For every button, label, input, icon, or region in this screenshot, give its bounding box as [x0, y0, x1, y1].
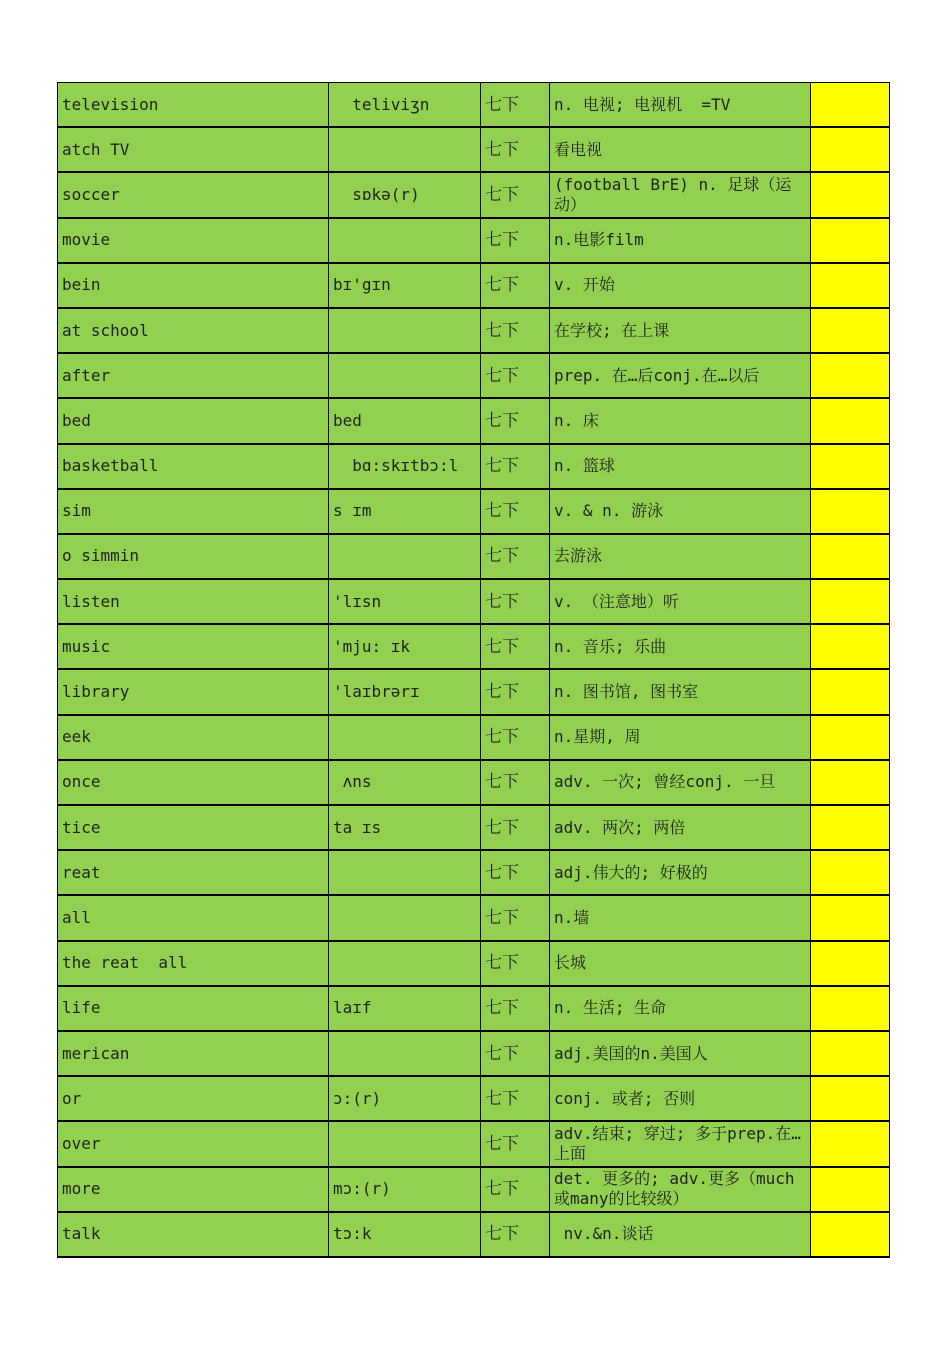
meaning-cell[interactable]: (football BrE) n. 足球（运动） [550, 172, 811, 217]
unit-cell[interactable]: 七下 [481, 308, 550, 353]
word-cell[interactable]: the reat all [58, 941, 329, 986]
word-cell[interactable]: sim [58, 489, 329, 534]
unit-cell[interactable]: 七下 [481, 715, 550, 760]
word-cell[interactable]: basketball [58, 444, 329, 489]
meaning-cell[interactable]: 去游泳 [550, 534, 811, 579]
unit-cell[interactable]: 七下 [481, 444, 550, 489]
table-row [58, 263, 890, 308]
word-cell[interactable]: reat [58, 850, 329, 895]
word-cell[interactable]: all [58, 895, 329, 940]
word-cell[interactable]: bein [58, 263, 329, 308]
unit-cell[interactable]: 七下 [481, 218, 550, 263]
meaning-cell[interactable]: n. 音乐; 乐曲 [550, 624, 811, 669]
word-cell[interactable]: soccer [58, 172, 329, 217]
phonetic-cell[interactable]: bed [329, 398, 481, 443]
phonetic-cell[interactable]: laɪf [329, 986, 481, 1031]
highlight-cell[interactable] [811, 308, 890, 353]
highlight-cell[interactable] [811, 715, 890, 760]
table-row [58, 805, 890, 850]
unit-cell[interactable]: 七下 [481, 83, 550, 128]
phonetic-cell[interactable]: tɔ:k [329, 1212, 481, 1257]
unit-cell[interactable]: 七下 [481, 127, 550, 172]
highlight-cell[interactable] [811, 534, 890, 579]
table-row [58, 850, 890, 895]
meaning-cell[interactable]: det. 更多的; adv.更多（much或many的比较级） [550, 1167, 811, 1212]
highlight-cell[interactable] [811, 669, 890, 714]
highlight-cell[interactable] [811, 218, 890, 263]
word-cell[interactable]: talk [58, 1212, 329, 1257]
table-row [58, 941, 890, 986]
meaning-cell[interactable]: n. 电视; 电视机 =TV [550, 83, 811, 128]
meaning-cell[interactable]: n. 图书馆, 图书室 [550, 669, 811, 714]
table-row [58, 895, 890, 940]
highlight-cell[interactable] [811, 805, 890, 850]
table-row [58, 444, 890, 489]
highlight-cell[interactable] [811, 1076, 890, 1121]
highlight-cell[interactable] [811, 1031, 890, 1076]
highlight-cell[interactable] [811, 895, 890, 940]
meaning-cell[interactable]: v. 开始 [550, 263, 811, 308]
highlight-cell[interactable] [811, 489, 890, 534]
meaning-cell[interactable]: n.星期, 周 [550, 715, 811, 760]
table-row [58, 172, 890, 217]
phonetic-cell[interactable]: mɔ:(r) [329, 1167, 481, 1212]
word-cell[interactable]: tice [58, 805, 329, 850]
meaning-cell[interactable]: v. & n. 游泳 [550, 489, 811, 534]
table-row [58, 760, 890, 805]
unit-cell[interactable]: 七下 [481, 1167, 550, 1212]
table-row [58, 534, 890, 579]
word-cell[interactable]: library [58, 669, 329, 714]
phonetic-cell[interactable]: 'mju: ɪk [329, 624, 481, 669]
unit-cell[interactable]: 七下 [481, 579, 550, 624]
phonetic-cell[interactable] [329, 1031, 481, 1076]
phonetic-cell[interactable] [329, 715, 481, 760]
phonetic-cell[interactable] [329, 308, 481, 353]
unit-cell[interactable]: 七下 [481, 624, 550, 669]
highlight-cell[interactable] [811, 850, 890, 895]
unit-cell[interactable]: 七下 [481, 986, 550, 1031]
unit-cell[interactable]: 七下 [481, 489, 550, 534]
table-row [58, 579, 890, 624]
phonetic-cell[interactable]: s ɪm [329, 489, 481, 534]
highlight-cell[interactable] [811, 986, 890, 1031]
vocabulary-rows [58, 83, 890, 1257]
meaning-cell[interactable]: adv.结束; 穿过; 多于prep.在…上面 [550, 1121, 811, 1166]
word-cell[interactable]: at school [58, 308, 329, 353]
unit-cell[interactable]: 七下 [481, 398, 550, 443]
table-row [58, 669, 890, 714]
phonetic-cell[interactable] [329, 534, 481, 579]
highlight-cell[interactable] [811, 579, 890, 624]
highlight-cell[interactable] [811, 941, 890, 986]
table-row [58, 218, 890, 263]
table-row [58, 1076, 890, 1121]
table-row [58, 127, 890, 172]
highlight-cell[interactable] [811, 1212, 890, 1257]
highlight-cell[interactable] [811, 398, 890, 443]
unit-cell[interactable]: 七下 [481, 669, 550, 714]
unit-cell[interactable]: 七下 [481, 941, 550, 986]
unit-cell[interactable]: 七下 [481, 1212, 550, 1257]
meaning-cell[interactable]: n.墙 [550, 895, 811, 940]
table-row [58, 715, 890, 760]
unit-cell[interactable]: 七下 [481, 172, 550, 217]
meaning-cell[interactable]: n. 篮球 [550, 444, 811, 489]
meaning-cell[interactable]: n.电影film [550, 218, 811, 263]
phonetic-cell[interactable] [329, 850, 481, 895]
word-cell[interactable]: listen [58, 579, 329, 624]
meaning-cell[interactable]: nv.&n.谈话 [550, 1212, 811, 1257]
highlight-cell[interactable] [811, 624, 890, 669]
highlight-cell[interactable] [811, 83, 890, 128]
table-row [58, 1121, 890, 1166]
unit-cell[interactable]: 七下 [481, 850, 550, 895]
meaning-cell[interactable]: 长城 [550, 941, 811, 986]
phonetic-cell[interactable]: bɑ:skɪtbɔ:l [329, 444, 481, 489]
word-cell[interactable]: once [58, 760, 329, 805]
highlight-cell[interactable] [811, 353, 890, 398]
unit-cell[interactable]: 七下 [481, 263, 550, 308]
table-row [58, 1212, 890, 1257]
phonetic-cell[interactable] [329, 895, 481, 940]
word-cell[interactable]: movie [58, 218, 329, 263]
table-row [58, 398, 890, 443]
meaning-cell[interactable]: adj.美国的n.美国人 [550, 1031, 811, 1076]
highlight-cell[interactable] [811, 1121, 890, 1166]
meaning-cell[interactable]: n. 生活; 生命 [550, 986, 811, 1031]
phonetic-cell[interactable]: ta ɪs [329, 805, 481, 850]
word-cell[interactable]: eek [58, 715, 329, 760]
highlight-cell[interactable] [811, 1167, 890, 1212]
word-cell[interactable]: atch TV [58, 127, 329, 172]
meaning-cell[interactable]: 看电视 [550, 127, 811, 172]
vocabulary-table [57, 82, 890, 1258]
phonetic-cell[interactable] [329, 941, 481, 986]
phonetic-cell[interactable]: bɪ'gɪn [329, 263, 481, 308]
unit-cell[interactable]: 七下 [481, 1121, 550, 1166]
phonetic-cell[interactable] [329, 127, 481, 172]
word-cell[interactable]: after [58, 353, 329, 398]
meaning-cell[interactable]: n. 床 [550, 398, 811, 443]
table-row [58, 1167, 890, 1212]
table-row [58, 986, 890, 1031]
table-row [58, 353, 890, 398]
phonetic-cell[interactable] [329, 353, 481, 398]
unit-cell[interactable]: 七下 [481, 534, 550, 579]
phonetic-cell[interactable]: sɒkə(r) [329, 172, 481, 217]
word-cell[interactable]: bed [58, 398, 329, 443]
highlight-cell[interactable] [811, 127, 890, 172]
unit-cell[interactable]: 七下 [481, 760, 550, 805]
phonetic-cell[interactable]: teliviʒn [329, 83, 481, 128]
meaning-cell[interactable]: prep. 在…后conj.在…以后 [550, 353, 811, 398]
word-cell[interactable]: music [58, 624, 329, 669]
unit-cell[interactable]: 七下 [481, 353, 550, 398]
word-cell[interactable]: merican [58, 1031, 329, 1076]
word-cell[interactable]: more [58, 1167, 329, 1212]
highlight-cell[interactable] [811, 172, 890, 217]
meaning-cell[interactable]: adv. 一次; 曾经conj. 一旦 [550, 760, 811, 805]
highlight-cell[interactable] [811, 263, 890, 308]
unit-cell[interactable]: 七下 [481, 1031, 550, 1076]
unit-cell[interactable]: 七下 [481, 895, 550, 940]
meaning-cell[interactable]: 在学校; 在上课 [550, 308, 811, 353]
highlight-cell[interactable] [811, 760, 890, 805]
phonetic-cell[interactable]: 'laɪbrərɪ [329, 669, 481, 714]
unit-cell[interactable]: 七下 [481, 1076, 550, 1121]
phonetic-cell[interactable] [329, 1121, 481, 1166]
word-cell[interactable]: over [58, 1121, 329, 1166]
phonetic-cell[interactable]: ʌns [329, 760, 481, 805]
phonetic-cell[interactable] [329, 218, 481, 263]
word-cell[interactable]: or [58, 1076, 329, 1121]
meaning-cell[interactable]: adj.伟大的; 好极的 [550, 850, 811, 895]
highlight-cell[interactable] [811, 444, 890, 489]
meaning-cell[interactable]: conj. 或者; 否则 [550, 1076, 811, 1121]
table-row [58, 1031, 890, 1076]
table-row [58, 624, 890, 669]
table-row [58, 489, 890, 534]
word-cell[interactable]: o simmin [58, 534, 329, 579]
word-cell[interactable]: television [58, 83, 329, 128]
word-cell[interactable]: life [58, 986, 329, 1031]
meaning-cell[interactable]: adv. 两次; 两倍 [550, 805, 811, 850]
table-row [58, 83, 890, 128]
table-row [58, 308, 890, 353]
phonetic-cell[interactable]: ɔ:(r) [329, 1076, 481, 1121]
unit-cell[interactable]: 七下 [481, 805, 550, 850]
phonetic-cell[interactable]: 'lɪsn [329, 579, 481, 624]
meaning-cell[interactable]: v. （注意地）听 [550, 579, 811, 624]
